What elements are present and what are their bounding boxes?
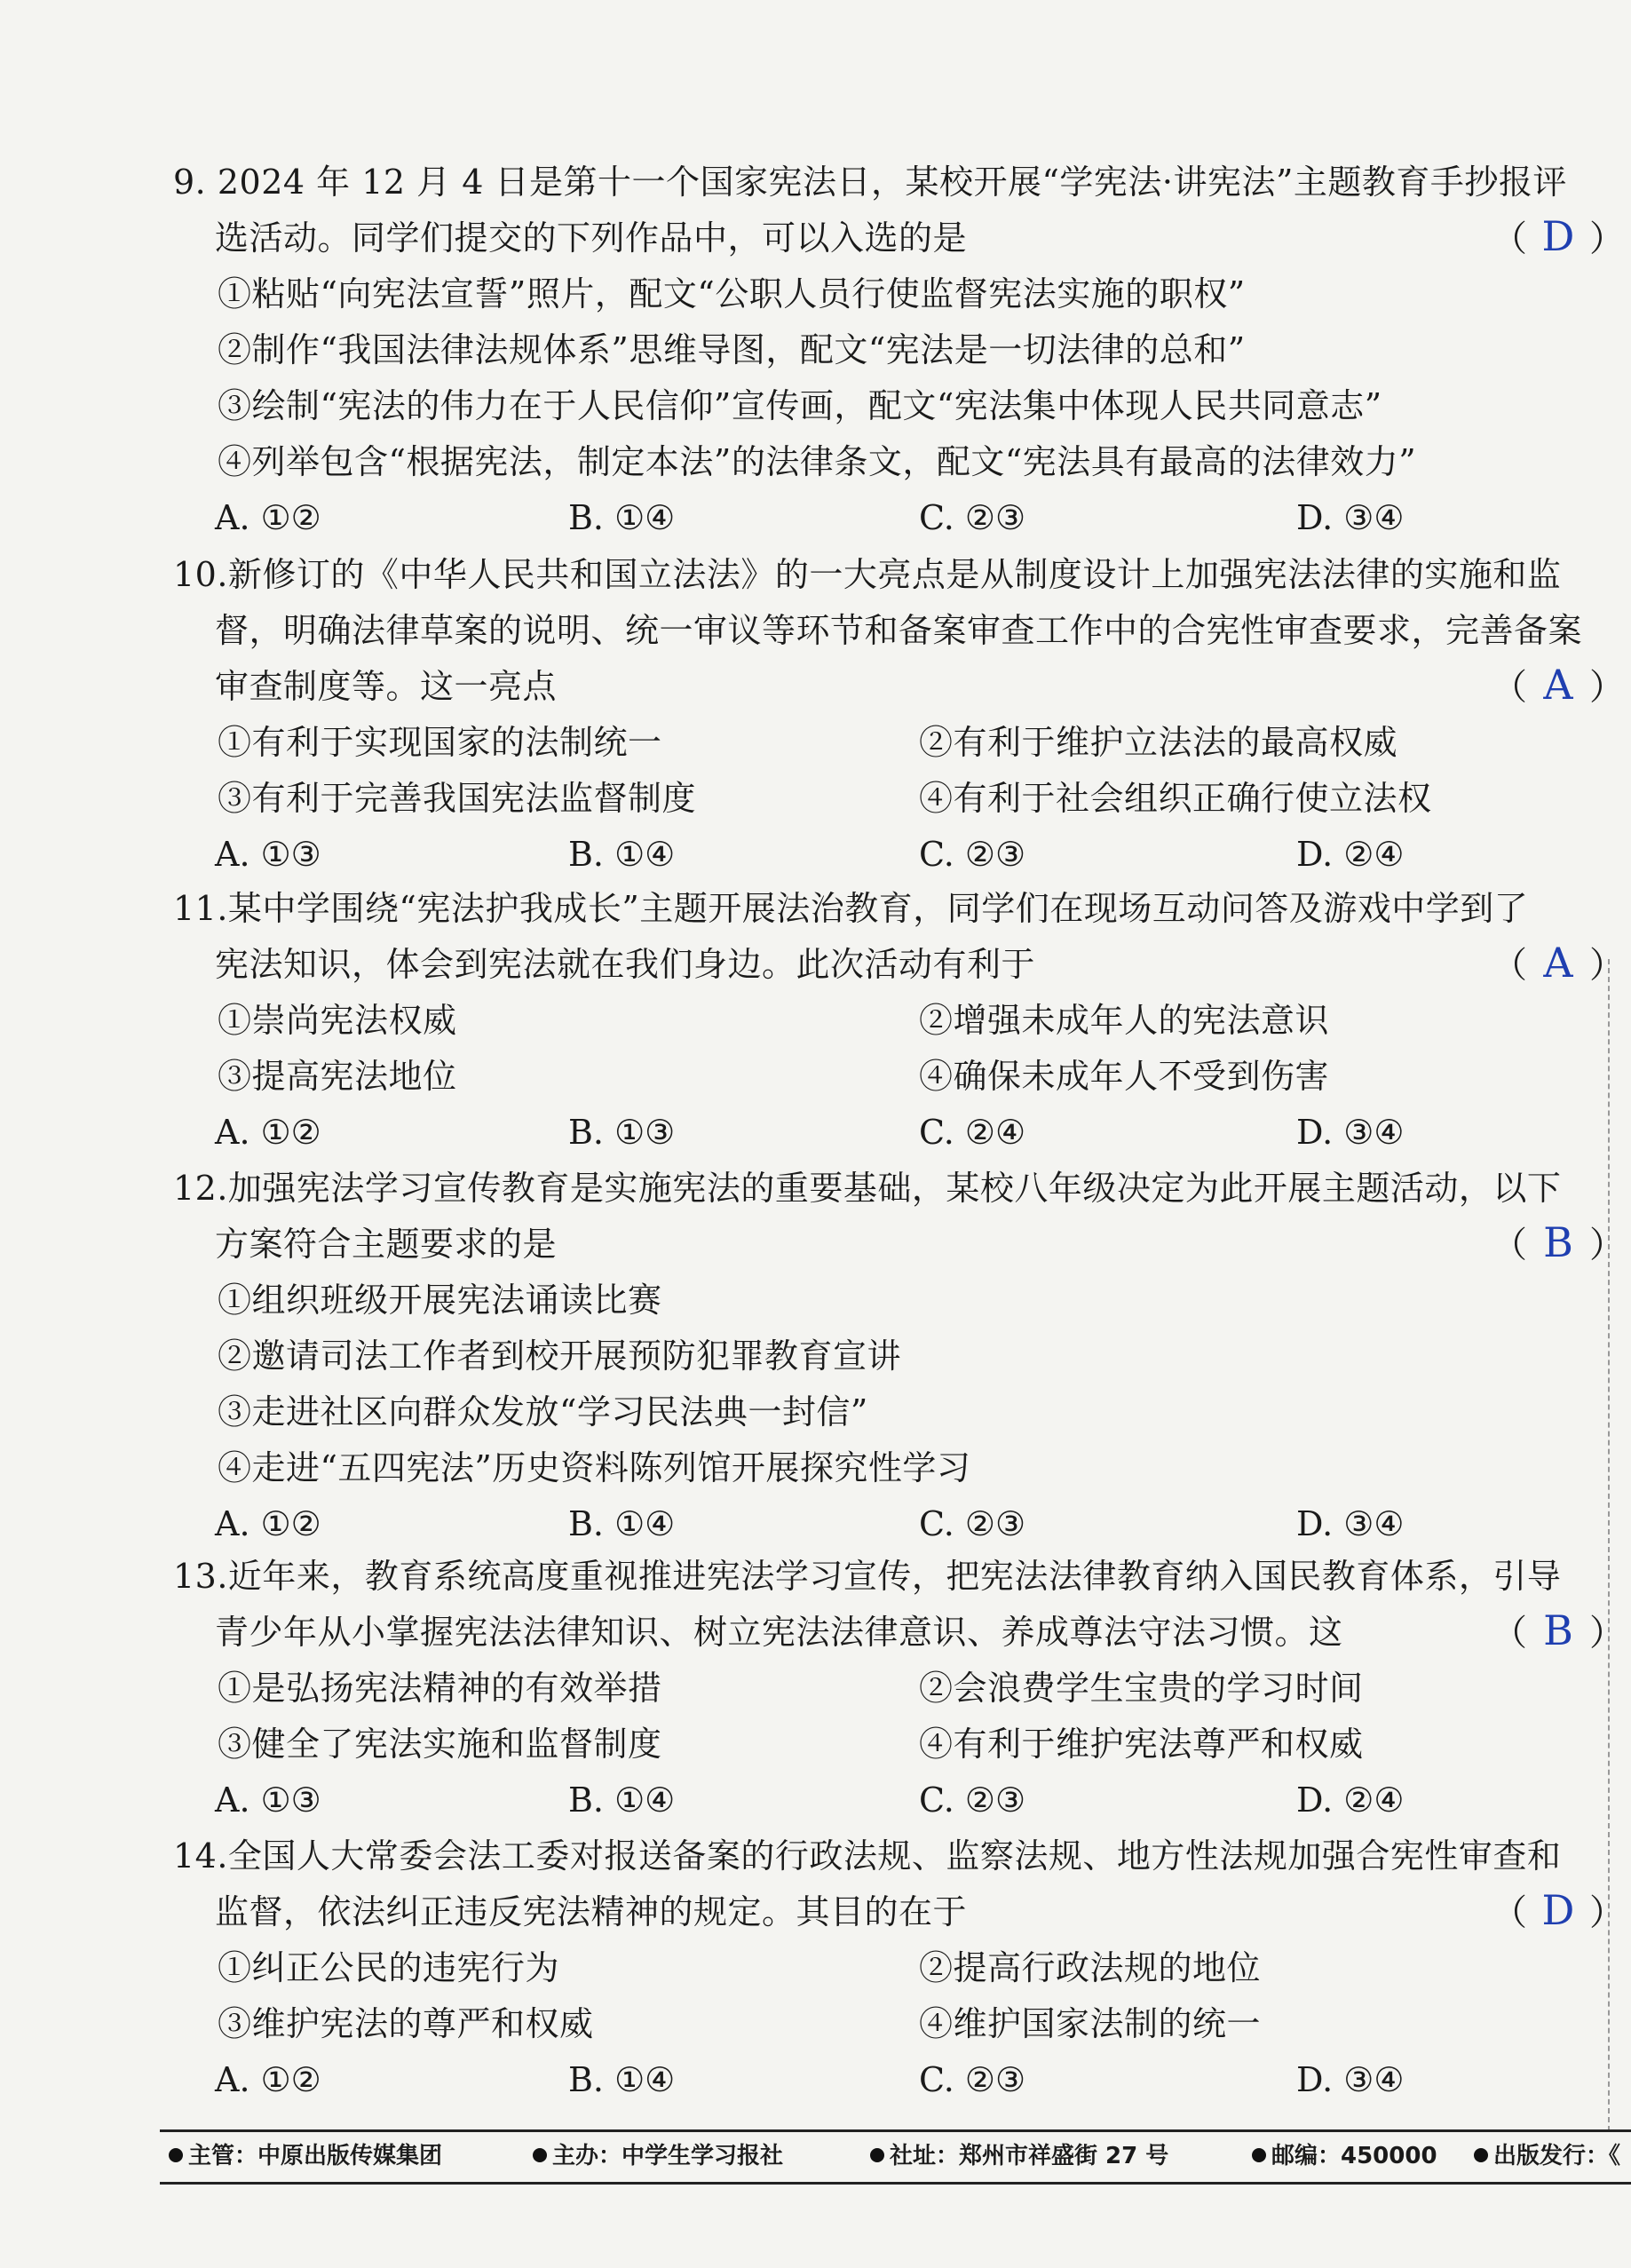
answer-bracket [1492, 661, 1625, 709]
statement: ④有利于社会组织正确行使立法权 [919, 779, 1432, 818]
choice-option: C. ②③ [919, 2060, 1026, 2099]
statement: ①是弘扬宪法精神的有效举措 [218, 1669, 662, 1708]
question-stem-line: 监督，依法纠正违反宪法精神的规定。其目的在于 [215, 1892, 968, 1931]
question-stem-line: 宪法知识，体会到宪法就在我们身边。此次活动有利于 [215, 945, 1036, 984]
choice-option: D. ②④ [1296, 1780, 1405, 1820]
left-paren: （ [1492, 218, 1527, 259]
right-paren: ） [1589, 667, 1625, 708]
choice-option: A. ①③ [215, 1780, 321, 1820]
bullet-icon [533, 2148, 547, 2162]
choice-option: D. ③④ [1296, 498, 1405, 537]
choice-option: C. ②③ [919, 1504, 1026, 1543]
choice-option: C. ②③ [919, 498, 1026, 537]
footer-bar [160, 2129, 1631, 2185]
bullet-icon [870, 2148, 884, 2162]
answer-bracket [1492, 1218, 1625, 1266]
statement: ①纠正公民的违宪行为 [218, 1948, 560, 1987]
footer-item [1252, 2134, 1437, 2178]
statement: ③绘制“宪法的伟力在于人民信仰”宣传画，配文“宪法集中体现人民共同意志” [218, 386, 1382, 425]
question-stem-line: 13.近年来，教育系统高度重视推进宪法学习宣传，把宪法法律教育纳入国民教育体系，引导 [173, 1557, 1562, 1596]
choice-option: B. ①③ [568, 1113, 676, 1152]
question-stem-line: 督，明确法律草案的说明、统一审议等环节和备案审查工作中的合宪性审查要求，完善备案 [215, 611, 1583, 650]
statement: ①组织班级开展宪法诵读比赛 [218, 1281, 662, 1320]
choice-option: B. ①④ [568, 1504, 676, 1543]
statement: ②会浪费学生宝贵的学习时间 [919, 1669, 1364, 1708]
footer-item [1474, 2134, 1620, 2178]
left-paren: （ [1492, 667, 1527, 708]
question-stem-line: 14.全国人大常委会法工委对报送备案的行政法规、监察法规、地方性法规加强合宪性审查和 [173, 1836, 1562, 1875]
left-paren: （ [1492, 1892, 1527, 1933]
footer-item [169, 2134, 442, 2178]
right-paren: ） [1589, 218, 1625, 259]
choice-option: B. ①④ [568, 498, 676, 537]
statement: ③提高宪法地位 [218, 1057, 457, 1096]
choice-option: D. ③④ [1296, 2060, 1405, 2099]
choice-option: A. ①② [215, 1113, 321, 1152]
question-stem-line: 11.某中学围绕“宪法护我成长”主题开展法治教育，同学们在现场互动问答及游戏中学到了 [173, 889, 1529, 928]
bullet-icon [1474, 2148, 1488, 2162]
statement: ④有利于维护宪法尊严和权威 [919, 1725, 1364, 1764]
choice-option: B. ①④ [568, 835, 676, 874]
choice-option: D. ③④ [1296, 1113, 1405, 1152]
answer-bracket [1492, 212, 1625, 260]
statement: ①崇尚宪法权威 [218, 1001, 457, 1040]
statement: ②增强未成年人的宪法意识 [919, 1001, 1330, 1040]
right-paren: ） [1589, 1225, 1625, 1265]
statement: ③健全了宪法实施和监督制度 [218, 1725, 662, 1764]
right-paren: ） [1589, 1892, 1625, 1933]
choice-option: B. ①④ [568, 1780, 676, 1820]
choice-option: A. ①② [215, 2060, 321, 2099]
statement: ③维护宪法的尊严和权威 [218, 2004, 594, 2043]
left-paren: （ [1492, 1225, 1527, 1265]
left-paren: （ [1492, 945, 1527, 986]
question-stem-line: 9. 2024 年 12 月 4 日是第十一个国家宪法日，某校开展“学宪法·讲宪法”主题教育手抄报评 [173, 163, 1567, 202]
statement: ④列举包含“根据宪法，制定本法”的法律条文，配文“宪法具有最高的法律效力” [218, 442, 1417, 481]
bullet-icon [1252, 2148, 1266, 2162]
question-stem-line: 12.加强宪法学习宣传教育是实施宪法的重要基础，某校八年级决定为此开展主题活动，以下 [173, 1169, 1562, 1208]
footer-item [533, 2134, 783, 2178]
statement: ②提高行政法规的地位 [919, 1948, 1262, 1987]
footer-text: 出版发行：《 [1493, 2143, 1621, 2169]
handwritten-answer: D [1541, 1886, 1575, 1934]
choice-option: C. ②④ [919, 1113, 1026, 1152]
statement: ②邀请司法工作者到校开展预防犯罪教育宣讲 [218, 1336, 902, 1376]
answer-bracket [1492, 1606, 1625, 1654]
choice-option: C. ②③ [919, 1780, 1026, 1820]
choice-option: C. ②③ [919, 835, 1026, 874]
choice-option: D. ②④ [1296, 835, 1405, 874]
footer-text: 社址：郑州市祥盛街 27 号 [890, 2143, 1169, 2169]
handwritten-answer: B [1543, 1606, 1573, 1654]
left-paren: （ [1492, 1613, 1527, 1653]
question-stem-line: 青少年从小掌握宪法法律知识、树立宪法法律意识、养成尊法守法习惯。这 [215, 1613, 1343, 1652]
fold-line [1608, 959, 1610, 2131]
choice-option: A. ①② [215, 1504, 321, 1543]
statement: ③走进社区向群众发放“学习民法典一封信” [218, 1392, 868, 1431]
footer-text: 主管：中原出版传媒集团 [188, 2143, 443, 2169]
handwritten-answer: A [1543, 939, 1573, 987]
statement: ②有利于维护立法法的最高权威 [919, 723, 1398, 762]
handwritten-answer: D [1541, 212, 1575, 260]
statement: ①粘贴“向宪法宣誓”照片，配文“公职人员行使监督宪法实施的职权” [218, 274, 1246, 313]
statement: ②制作“我国法律法规体系”思维导图，配文“宪法是一切法律的总和” [218, 330, 1246, 369]
question-stem-line: 选活动。同学们提交的下列作品中，可以入选的是 [215, 218, 968, 258]
handwritten-answer: A [1543, 661, 1573, 709]
footer-text: 邮编：450000 [1271, 2143, 1437, 2169]
footer-text: 主办：中学生学习报社 [552, 2143, 784, 2169]
question-stem-line: 方案符合主题要求的是 [215, 1225, 558, 1264]
choice-option: A. ①③ [215, 835, 321, 874]
statement: ③有利于完善我国宪法监督制度 [218, 779, 697, 818]
statement: ①有利于实现国家的法制统一 [218, 723, 662, 762]
answer-bracket [1492, 939, 1625, 987]
handwritten-answer: B [1543, 1218, 1573, 1266]
statement: ④确保未成年人不受到伤害 [919, 1057, 1330, 1096]
statement: ④走进“五四宪法”历史资料陈列馆开展探究性学习 [218, 1448, 971, 1487]
question-stem-line: 审查制度等。这一亮点 [215, 667, 558, 706]
answer-bracket [1492, 1886, 1625, 1934]
choice-option: B. ①④ [568, 2060, 676, 2099]
question-stem-line: 10.新修订的《中华人民共和国立法法》的一大亮点是从制度设计上加强宪法法律的实施和监 [173, 555, 1562, 594]
footer-item [870, 2134, 1168, 2178]
statement: ④维护国家法制的统一 [919, 2004, 1262, 2043]
right-paren: ） [1589, 1613, 1625, 1653]
choice-option: A. ①② [215, 498, 321, 537]
choice-option: D. ③④ [1296, 1504, 1405, 1543]
right-paren: ） [1589, 945, 1625, 986]
bullet-icon [169, 2148, 183, 2162]
